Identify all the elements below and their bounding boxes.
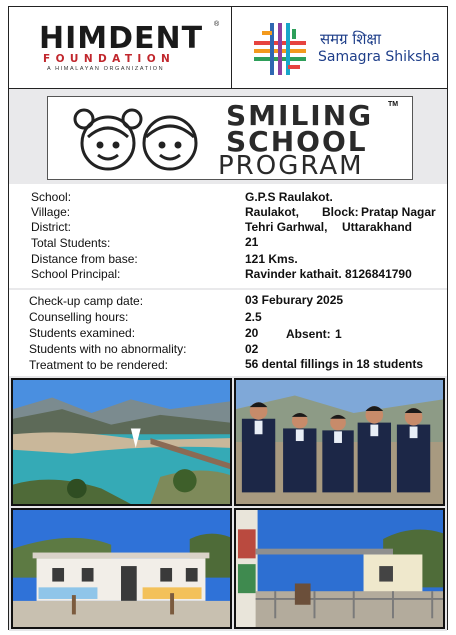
himdent-name: HIMDENT [39,21,204,56]
header-logos [9,7,447,89]
program-title-line1: SMILING [226,99,374,132]
photo-grid [9,376,447,631]
principal-value: Ravinder kathait. 8126841790 [245,267,412,281]
absent-label: Absent: [286,327,331,341]
trademark-mark: TM [388,101,399,108]
document-page [8,6,448,630]
school-courtyard-photo [234,508,445,629]
himdent-logo [9,7,231,89]
examined-label: Students examined: [29,326,136,340]
samagra-english: Samagra Shiksha [318,49,440,65]
himdent-tagline: A HIMALAYAN ORGANIZATION [47,66,165,72]
principal-label: School Principal: [31,267,121,281]
counselling-label: Counselling hours: [29,310,129,324]
village-label: Village: [31,205,71,219]
absent-value: 1 [335,327,342,341]
students-group-photo [234,378,445,506]
school-value: G.P.S Raulakot. [245,190,333,204]
distance-label: Distance from base: [31,252,138,266]
samagra-emblem-icon [248,17,312,81]
examined-value: 20 [245,326,259,340]
samagra-logo [232,7,447,89]
block-label: Block: [322,205,359,219]
students-label: Total Students: [31,236,111,250]
no-abnormality-label: Students with no abnormality: [29,342,187,356]
students-value: 21 [245,235,259,249]
smiling-faces-icon [62,101,212,175]
lake-landscape-photo [11,378,232,506]
samagra-hindi: समग्र शिक्षा [320,30,382,48]
program-banner [47,96,413,180]
school-info-section [9,184,447,288]
treatment-label: Treatment to be rendered: [29,358,168,372]
state-value: Uttarakhand [342,220,413,234]
school-building-photo [11,508,232,629]
school-label: School: [31,190,72,204]
date-value: 03 Feburary 2025 [245,293,344,307]
camp-info-section [9,290,447,376]
counselling-value: 2.5 [245,310,262,324]
registered-mark: ® [214,21,220,28]
village-value: Raulakot, [245,205,300,219]
himdent-foundation: FOUNDATION [43,53,176,65]
no-abnormality-value: 02 [245,342,259,356]
distance-value: 121 Kms. [245,252,298,266]
program-title-line2: SCHOOL [226,125,368,158]
date-label: Check-up camp date: [29,294,144,308]
block-value: Pratap Nagar [361,205,436,219]
treatment-value: 56 dental fillings in 18 students [245,357,424,371]
district-label: District: [31,220,71,234]
program-title-line3: PROGRAM [218,151,364,181]
district-value: Tehri Garhwal, [245,220,328,234]
